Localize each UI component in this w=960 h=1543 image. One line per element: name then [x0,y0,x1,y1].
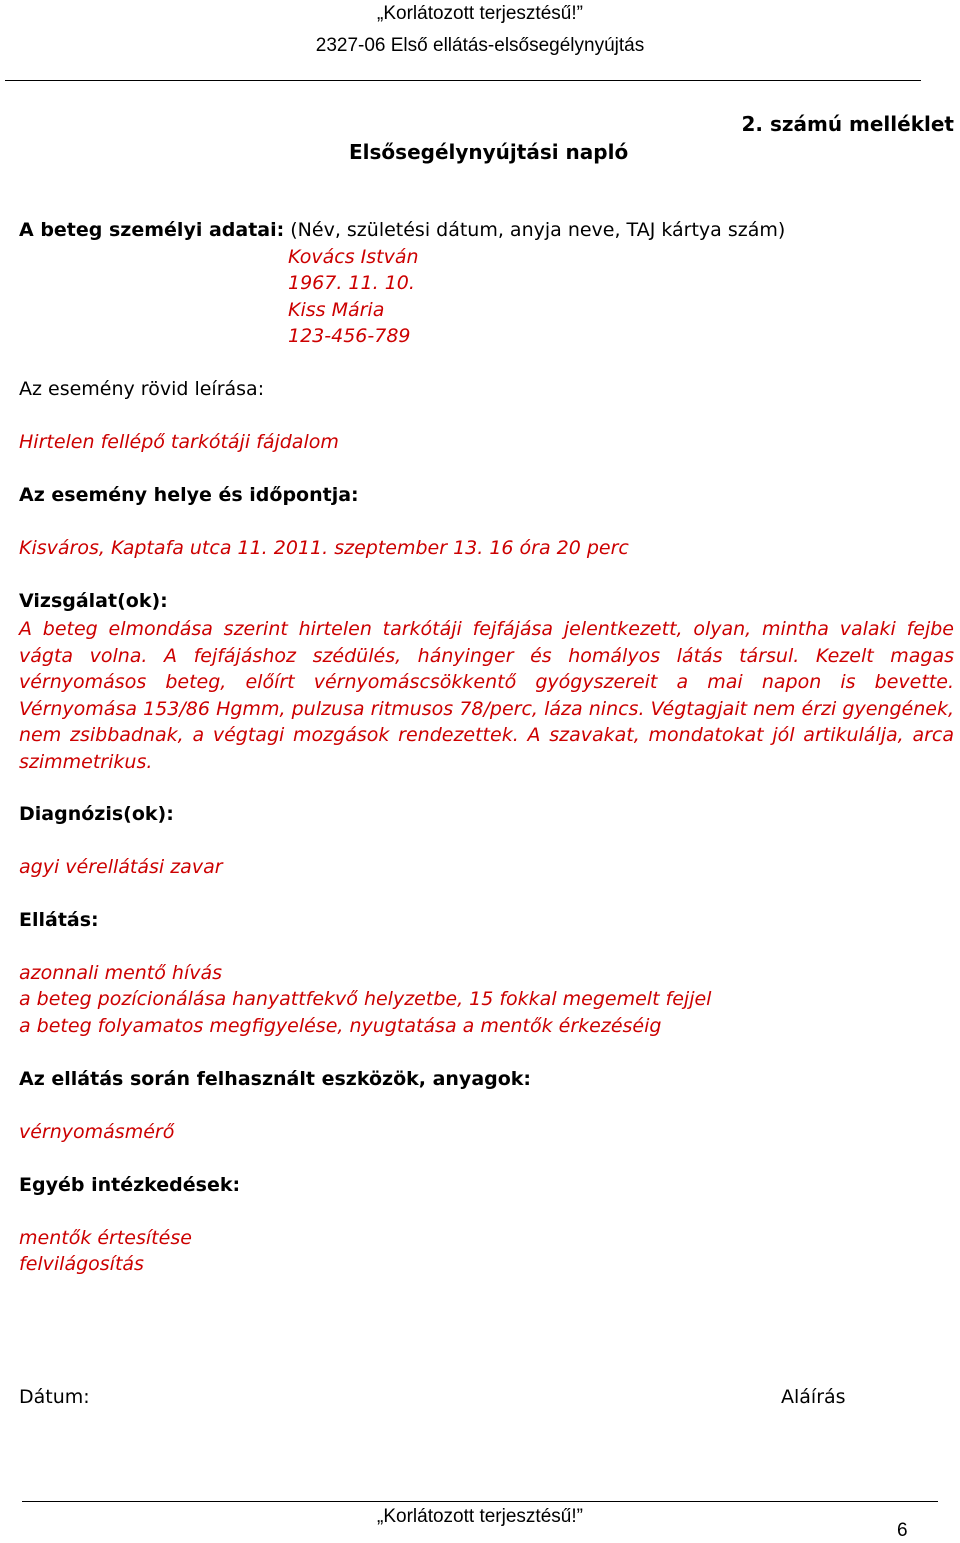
patient-mother-name: Kiss Mária [288,299,385,321]
header-restriction-notice: „Korlátozott terjesztésű!” [377,3,583,24]
care-item: a beteg pozícionálása hanyattfekvő helyzetbe, 15 fokkal megemelt fejjel [19,988,712,1010]
header-divider [5,80,921,81]
patient-hint: (Név, születési dátum, anyja neve, TAJ kártya szám) [290,219,786,241]
event-label: Az esemény rövid leírása: [19,378,265,400]
care-item: a beteg folyamatos megfigyelése, nyugtatása a mentők érkezéséig [19,1015,662,1037]
diagnosis-value: agyi vérellátási zavar [19,856,223,878]
header-course-title: 2327-06 Első ellátás-elsősegélynyújtás [315,35,645,56]
other-measure-item: felvilágosítás [19,1253,144,1275]
footer-restriction-notice: „Korlátozott terjesztésű!” [377,1506,583,1527]
patient-birth-date: 1967. 11. 10. [288,272,415,294]
tools-value: vérnyomásmérő [19,1121,175,1143]
patient-label: A beteg személyi adatai: [19,219,285,241]
page-title: Elsősegélynyújtási napló [349,140,629,164]
diagnosis-label: Diagnózis(ok): [19,803,174,825]
care-item: azonnali mentő hívás [19,962,223,984]
other-measures-label: Egyéb intézkedések: [19,1174,241,1196]
place-time-value: Kisváros, Kaptafa utca 11. 2011. szeptember 13. 16 óra 20 perc [19,537,629,559]
other-measure-item: mentők értesítése [19,1227,192,1249]
page-number: 6 [897,1520,908,1541]
patient-section [19,219,785,241]
patient-taj: 123-456-789 [288,325,411,347]
patient-name: Kovács István [288,246,419,268]
footer-divider [22,1501,938,1502]
place-time-label: Az esemény helye és időpontja: [19,484,359,506]
examination-text: A beteg elmondása szerint hirtelen tarkótáji fejfájása jelentkezett, olyan, mintha valaki fejbe vágta volna. A fejfájáshoz szédülés, hányinger és homályos látás társul. Kezelt magas vérnyomásos beteg, előírt vérnyomáscsökkentő gyógyszereit a mai napon is bevette. Vérnyomása 153/86 Hgmm, pulzusa ritmusos 78/perc, láza nincs. Végtagjait nem érzi gyengének, nem zsibbadnak, a végtagi mozgások rendezettek. A szavakat, mondatokat jól artikulálja, arca szimmetrikus. [19,618,954,773]
examination-label: Vizsgálat(ok): [19,590,168,612]
care-label: Ellátás: [19,909,99,931]
tools-label: Az ellátás során felhasznált eszközök, anyagok: [19,1068,532,1090]
annex-label: 2. számú melléklet [741,112,954,136]
signature-label: Aláírás [781,1386,846,1408]
event-value: Hirtelen fellépő tarkótáji fájdalom [19,431,339,453]
date-label: Dátum: [19,1386,90,1408]
